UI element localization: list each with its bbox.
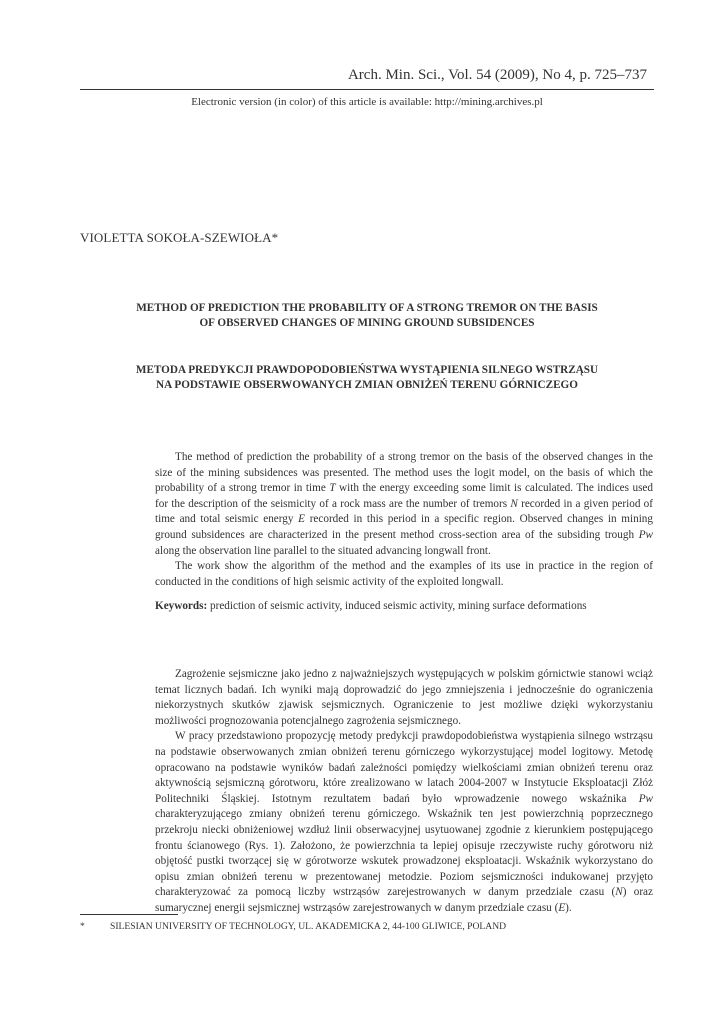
body-text: W pracy przedstawiono propozycję metody predykcji prawdopodobieństwa wystąpienia silnego wstrząsu na podstawie obserwowanych zmian obniżeń terenu górniczego wykorzystującej model logitowy. Metodę opracowano na podstawie wyników badań zależności pomiędzy wielkościami zmian obniżeń terenu oraz aktywnością sejsmiczną górotworu, które zrealizowano w latach 2004-2007 w Instytucie Eksploatacji Złóż Politechniki Śląskiej. Istotnym rezultatem badań było wprowadzenie nowego wskaźnika [155,730,653,805]
body-text: ). [565,901,572,914]
affiliation-footnote [80,920,654,933]
abstract-text: The method of prediction the probability of a strong tremor on the basis of the observed changes in the size of the mining subsidences was presented. The method uses the logit model, on the basis of which the probability of a strong tremor in time [155,451,653,495]
body-text: charakteryzującego zmiany obniżeń terenu górniczego. Wskaźnik ten jest powierzchnią poprzecznego przekroju niecki obniżeniowej wzdłuż linii obserwacyjnej usytuowanej zgodnie z kierunkiem postępującego frontu ścianowego (Rys. 1). Założono, że powierzchnia ta lepiej opisuje rzeczywiste ruchy górotworu niż objętość pustki tworzącej się w górotworze wskutek prowadzonej eksploatacji. Wskaźnik wykorzystano do opisu zmian obniżeń terenu w prezentowanej metodzie. Poziom sejsmiczności indukowanej przyjęto charakteryzować za pomocą liczby wstrząsów zarejestrowanych w danym przedziale czasu ( [155,808,653,899]
symbol-Pw: Pw [638,528,653,541]
abstract-text: with the energy exceeding some limit is calculated. The indices used for the description of the seismicity of a rock mass are the number of tremors [155,482,653,510]
footnote-text: SILESIAN UNIVERSITY OF TECHNOLOGY, UL. AKADEMICKA 2, 44-100 GLIWICE, POLAND [110,921,507,932]
abstract-paragraph-2: The work show the algorithm of the method and the examples of its use in practice in the region of conducted in the conditions of high seismic activity of the exploited longwall. [155,560,653,588]
symbol-T: T [329,482,336,495]
abstract-text: recorded in a given period of time and total seismic energy [155,497,653,526]
abstract [155,450,653,590]
abstract-paragraph-1 [155,450,653,559]
introduction-text [155,667,653,917]
header-divider [80,89,654,90]
title-polish-line-2: NA PODSTAWIE OBSERWOWANYCH ZMIAN OBNIŻEŃ TERENU GÓRNICZEGO [156,379,578,391]
keywords-label: Keywords: [155,600,208,612]
symbol-N: N [615,886,623,899]
title-english-line-1: METHOD OF PREDICTION THE PROBABILITY OF A STRONG TREMOR ON THE BASIS [136,302,598,314]
body-paragraph-2 [155,729,653,916]
title-polish [80,363,654,393]
keywords-text: prediction of seismic activity, induced seismic activity, mining surface deformations [207,600,587,612]
electronic-version-note: Electronic version (in color) of this article is available: http://mining.archives.pl [191,96,543,108]
body-paragraph-1: Zagrożenie sejsmiczne jako jedno z najważniejszych występujących w polskim górnictwie stanowi wciąż temat licznych badań. Ich wyniki mają doprowadzić do jego zmniejszenia i jednocześnie do ograniczenia niekorzystnych skutków zjawisk sejsmicznych. Ograniczenie to jest możliwe dzięki wykorzystaniu możliwości prognozowania potencjalnego zagrożenia sejsmicznego. [155,668,653,727]
title-english-line-2: OF OBSERVED CHANGES OF MINING GROUND SUBSIDENCES [199,317,535,329]
symbol-E: E [558,901,566,914]
title-english [80,301,654,331]
symbol-N: N [510,497,518,510]
keywords [155,599,653,614]
abstract-text: recorded in this period in a specific region. Observed changes in mining ground subsidences are characterized in the present method cross-section area of the subsiding trough [155,513,653,541]
body-text: ) oraz sumarycznej energii sejsmicznej wstrząsów zarejestrowanych w danym przedziale czasu ( [155,886,653,914]
abstract-text: along the observation line parallel to the situated advancing longwall front. [155,544,491,557]
author-name: VIOLETTA SOKOŁA-SZEWIOŁA* [80,230,279,245]
symbol-Pw: Pw [638,792,653,805]
journal-citation: Arch. Min. Sci., Vol. 54 (2009), No 4, p. 725–737 [347,67,647,83]
symbol-E: E [298,513,306,526]
footnote-divider [80,914,178,915]
footnote-marker: * [80,921,85,932]
title-polish-line-1: METODA PREDYKCJI PRAWDOPODOBIEŃSTWA WYSTĄPIENIA SILNEGO WSTRZĄSU [135,364,599,376]
